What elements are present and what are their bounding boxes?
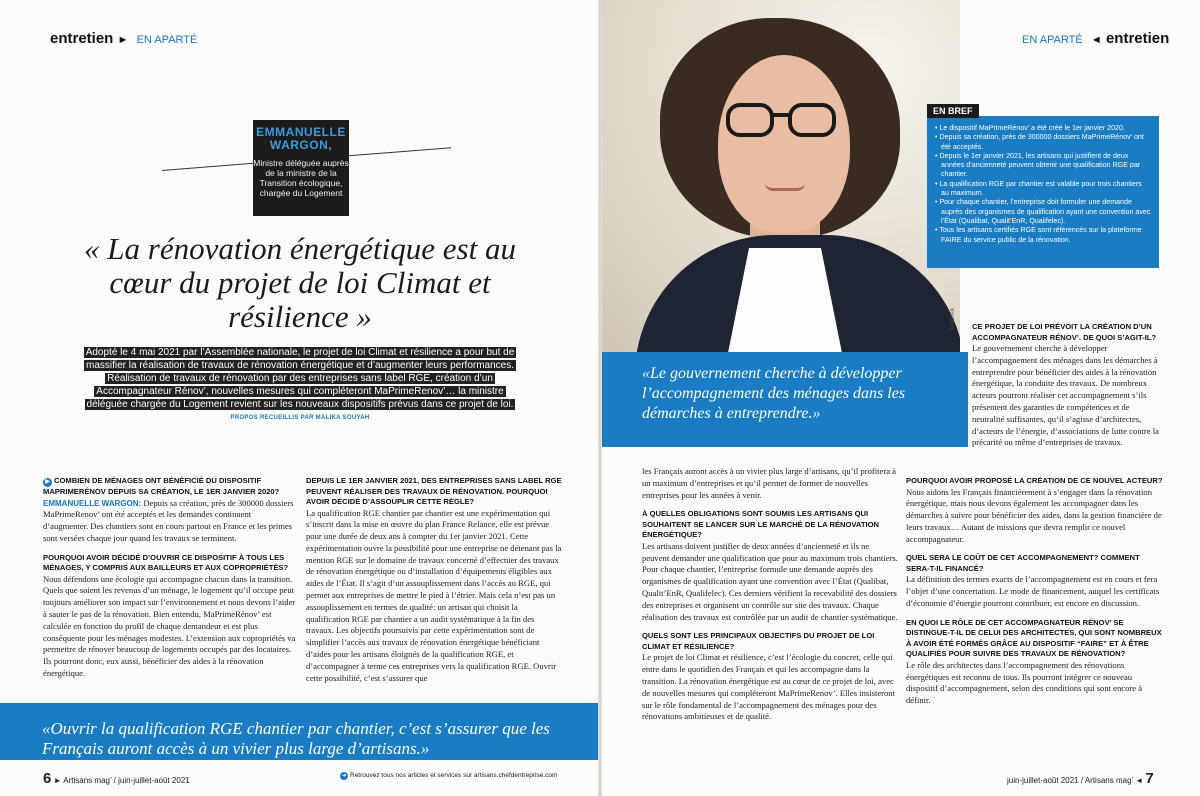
- question: COMBIEN DE MÉNAGES ONT BÉNÉFICIÉ DU DISPOSITIF MAPRIMERÉNOV DEPUIS SA CRÉATION, LE 1ER JANVIER 2020?: [43, 476, 280, 496]
- answer: Les artisans doivent justifier de deux années d’ancienneté et ils ne peuvent demander une qualification que pour au maximum trois chantiers. Pour chaque chantier, l’entreprise formule une demande auprès des organismes de qualification ayant une convention avec l’État (Qualibat, Qualit’EnR, Qualifelec). Ces derniers vérifient la recevabilité des dossiers des entreprises et organisent un contrôle sur site des travaux. Chaque réalisation des travaux est contrôlée par un audit de chantier systématique.: [642, 540, 898, 622]
- interviewee-name: EMMANUELLE WARGON,: [256, 125, 346, 152]
- interviewee-role: Ministre déléguée auprès de la ministre de la Transition écologique, chargée du Logement: [253, 158, 349, 198]
- arrow-right-icon: ►: [53, 776, 62, 785]
- page-footer: [1007, 770, 1154, 787]
- arrow-left-icon: ◄: [1090, 34, 1102, 46]
- arrow-right-icon: ►: [117, 34, 129, 46]
- intro-text: Adopté le 4 mai 2021 par l’Assemblée nationale, le projet de loi Climat et résilience a pour but de massifier la réalisation de travaux de rénovation énergétique et d’augmenter leurs performances. Réalisation de travaux de rénovation par des entreprises sans label RGE, création d’un Accompagnateur Rénov’, nouvelles mesures qui compléteront MaPrimeRenov’… la ministre déléguée chargée du Logement revient sur les nouveaux dispositifs prévus dans ce projet de loi.: [85, 347, 515, 410]
- answer: Le gouvernement cherche à développer l’accompagnement des ménages dans les démarches à entreprendre pour bénéficier des aides à la rénovation énergétique, la conduite des travaux. De nombreux acteurs pourront réaliser cet accompagnement s’ils présentent des garanties de compétences et de neutralité suffisantes, qu’il s’agisse d’architectes, d’acteurs de l’énergie, d’associations de lutte contre la précarité ou même d’entreprises de travaux.: [972, 343, 1159, 448]
- page-footer: [43, 770, 190, 787]
- question: POURQUOI AVOIR DÉCIDÉ D’OUVRIR CE DISPOSITIF À TOUS LES MÉNAGES, Y COMPRIS AUX BAILLEURS ET AUX COPROPRIÉTÉS?: [43, 552, 289, 573]
- column-1: [43, 476, 297, 688]
- bref-item: • Tous les artisans certifiés RGE sont référencés sur la plateforme FAIRE du service public de la rénovation.: [935, 226, 1142, 244]
- bref-item: • La qualification RGE par chantier est valable pour trois chantiers au maximum.: [935, 179, 1142, 198]
- play-icon: ▶: [43, 478, 52, 487]
- page-number: 6: [43, 770, 52, 787]
- bref-item: • Depuis sa création, près de 300000 dossiers MaPrimeRénov’ ont été acceptés.: [935, 133, 1144, 151]
- magazine-issue: juin-juillet-août 2021 / Artisans mag’: [1007, 776, 1133, 785]
- photo-credit: © TERRA: [950, 308, 956, 330]
- section-header: [1018, 30, 1169, 47]
- author-credit: PROPOS RECUEILLIS PAR MALIKA SOUYAH: [230, 415, 370, 421]
- column-1: [642, 466, 898, 731]
- question: QUEL SERA LE COÛT DE CET ACCOMPAGNEMENT? COMMENT SERA-T-IL FINANCÉ?: [906, 553, 1140, 573]
- arrow-left-icon: ◄: [1135, 776, 1144, 785]
- promo-text: Retrouvez tous nos articles et services sur artisans.chefdentreprise.com: [350, 772, 558, 779]
- portrait-photo: [600, 0, 960, 352]
- section-header: [50, 30, 201, 47]
- answer: Nous aidons les Français financièrement à s’engager dans la rénovation énergétique, mais nous devons également les accompagner dans les démarches à suivre pour bénéficier des aides, dans la gestion financière de leurs travaux… Autant de missions que devra remplir ce nouvel accompagnateur.: [906, 486, 1162, 544]
- bref-item: • Depuis le 1er janvier 2021, les artisans qui justifient de deux années d’ancienneté peuvent obtenir une qualification RGE par chantier.: [935, 151, 1141, 179]
- article-title: « La rénovation énergétique est au cœur du projet de loi Climat et résilience »: [84, 231, 516, 334]
- section-name: entretien: [50, 30, 114, 47]
- section-sub: EN APARTÉ: [1022, 34, 1083, 46]
- answer: Depuis sa création, près de 300000 dossiers MaPrimeRenov’ ont été acceptés et les demandes continuent d’augmenter. Des chantiers sont en cours partout en France et les primes sont versées chaque jour quand les travaux se terminent.: [43, 497, 294, 543]
- answer: Nous défendons une écologie qui accompagne chacun dans la transition. Quels que soient les revenus d’un ménage, le logement qu’il occupe peut toujours améliorer son impact sur l’environnement et nous devons l’aider à sauter le pas de la rénovation. Bien entendu, MaPrimeRénov’ est calculée en fonction du profil de chaque demandeur et est plus conséquente pour les ménages modestes. L’extension aux copropriétés va permettre de rénover beaucoup de logements occupés par des locataires. Ils pourront donc, eux aussi, bénéficier des aides à la rénovation énergétique.: [43, 573, 296, 679]
- question: CE PROJET DE LOI PRÉVOIT LA CRÉATION D’UN ACCOMPAGNATEUR RÉNOV’. DE QUOI S’AGIT-IL?: [972, 322, 1157, 342]
- name-box: [253, 120, 349, 216]
- column-2: [906, 476, 1164, 715]
- bref-item: • Pour chaque chantier, l’entreprise doit formuler une demande auprès des organismes de qualification ayant une convention avec l’État (Qualibat, Qualit’EnR, Qualifelec).: [935, 198, 1151, 225]
- answer-continued: les Français auront accès à un vivier plus large d’artisans, qu’il profitera à un maximum d’entreprises et qu’il permet de former de nouvelles entreprises pour les années à venir.: [642, 466, 896, 500]
- section-sub: EN APARTÉ: [136, 34, 198, 46]
- pull-quote: «Ouvrir la qualification RGE chantier par chantier, c’est s’assurer que les Français auront accès à un vivier plus large d’artisans.»: [0, 703, 600, 760]
- section-name: entretien: [1105, 30, 1170, 47]
- magazine-issue: Artisans mag’ / juin-juillet-août 2021: [63, 776, 190, 785]
- page-gutter: [598, 0, 602, 796]
- bref-item: • Le dispositif MaPrimeRénov’ a été créé le 1er janvier 2020.: [935, 124, 1125, 132]
- article-intro: [75, 346, 525, 411]
- en-bref-box: [927, 116, 1159, 268]
- en-bref-title: EN BREF: [927, 104, 979, 118]
- column-2: [306, 476, 562, 692]
- column-top: [972, 322, 1164, 457]
- question: QUELS SONT LES PRINCIPAUX OBJECTIFS DU PROJET DE LOI CLIMAT ET RÉSILIENCE?: [642, 631, 875, 651]
- pull-quote: «Le gouvernement cherche à développer l’accompagnement des ménages dans les démarches à entreprendre.»: [600, 352, 968, 447]
- right-page: [600, 0, 1200, 796]
- question: POURQUOI AVOIR PROPOSÉ LA CRÉATION DE CE NOUVEL ACTEUR?: [906, 476, 1163, 485]
- question: DEPUIS LE 1ER JANVIER 2021, DES ENTREPRISES SANS LABEL RGE PEUVENT RÉALISER DES TRAVAUX DE RÉNOVATION. POURQUOI AVOIR DÉCIDÉ D’ASSOUPLIR CETTE RÈGLE?: [306, 476, 562, 506]
- answer: Le projet de loi Climat et résilience, c’est l’écologie du concret, celle qui entre dans le quotidien des Français et qui les accompagne dans la transition. La rénovation énergétique est au cœur de ce projet de loi, avec de nouvelles mesures qui compléteront MaPrimeRenov’. Elles insisteront sur le rôle fondamental de l’accompagnement des ménages pour des rénovations ambitieuses et de qualité.: [642, 652, 895, 722]
- speaker-name: EMMANUELLE WARGON:: [43, 498, 142, 508]
- answer: La définition des termes exacts de l’accompagnement est en cours et fera l’objet d’une concertation. Le mode de financement, auquel les certificats d’économie d’énergie pourront contribuer, est encore en discussion.: [906, 574, 1160, 609]
- question: À QUELLES OBLIGATIONS SONT SOUMIS LES ARTISANS QUI SOUHAITENT SE LANCER SUR LE MARCHÉ DE LA RÉNOVATION ÉNERGÉTIQUE?: [642, 509, 879, 540]
- footer-promo: ➜ Retrouvez tous nos articles et services sur artisans.chefdentreprise.com: [341, 772, 558, 779]
- answer: La qualification RGE chantier par chantier est une expérimentation qui s’inscrit dans la mise en œuvre du plan France Relance, elle est prévue pour une durée de deux ans à compter du 1er janvier 2021. Cette expérimentation ouvre la possibilité pour une entreprise ne détenant pas la mention RGE sur le domaine de travaux concerné d’effectuer des travaux de rénovation énergétique ou d’installation d’équipements éligibles aux aides de l’État. Il s’agit d’un assouplissement dans l’accès au RGE, qui permet aux entreprises de mettre le pied à l’étrier. Mais cela n’est pas un assouplissement en termes de qualité: un artisan qui choisit la qualification RGE par chantier a un audit systématique à la fin des travaux. Les objectifs poursuivis par cette expérimentation sont de simplifier l’accès aux travaux de rénovation énergétique bénéficiant d’aides pour les artisans éloignés de la qualification RGE, et d’accompagner à terme ces entreprises vers la qualification RGE. Ouvrir cette possibilité, c’est s’assurer que: [306, 507, 562, 683]
- page-number: 7: [1145, 770, 1154, 787]
- answer: Le rôle des architectes dans l’accompagnement des rénovations énergétiques est reconnu de tous. Ils pourront intégrer ce nouveau dispositif d’accompagnement, selon des conditions qui sont encore à définir.: [906, 659, 1143, 706]
- question: EN QUOI LE RÔLE DE CET ACCOMPAGNATEUR RÉNOV’ SE DISTINGUE-T-IL DE CELUI DES ARCHITECTES, QUI SONT NOMBREUX À AVOIR ÉTÉ FORMÉS GRÂCE AU DISPOSITIF “FAIRE” ET À ÊTRE QUALIFIÉS POUR SUIVRE DES TRAVAUX DE RÉNOVATION?: [906, 617, 1162, 659]
